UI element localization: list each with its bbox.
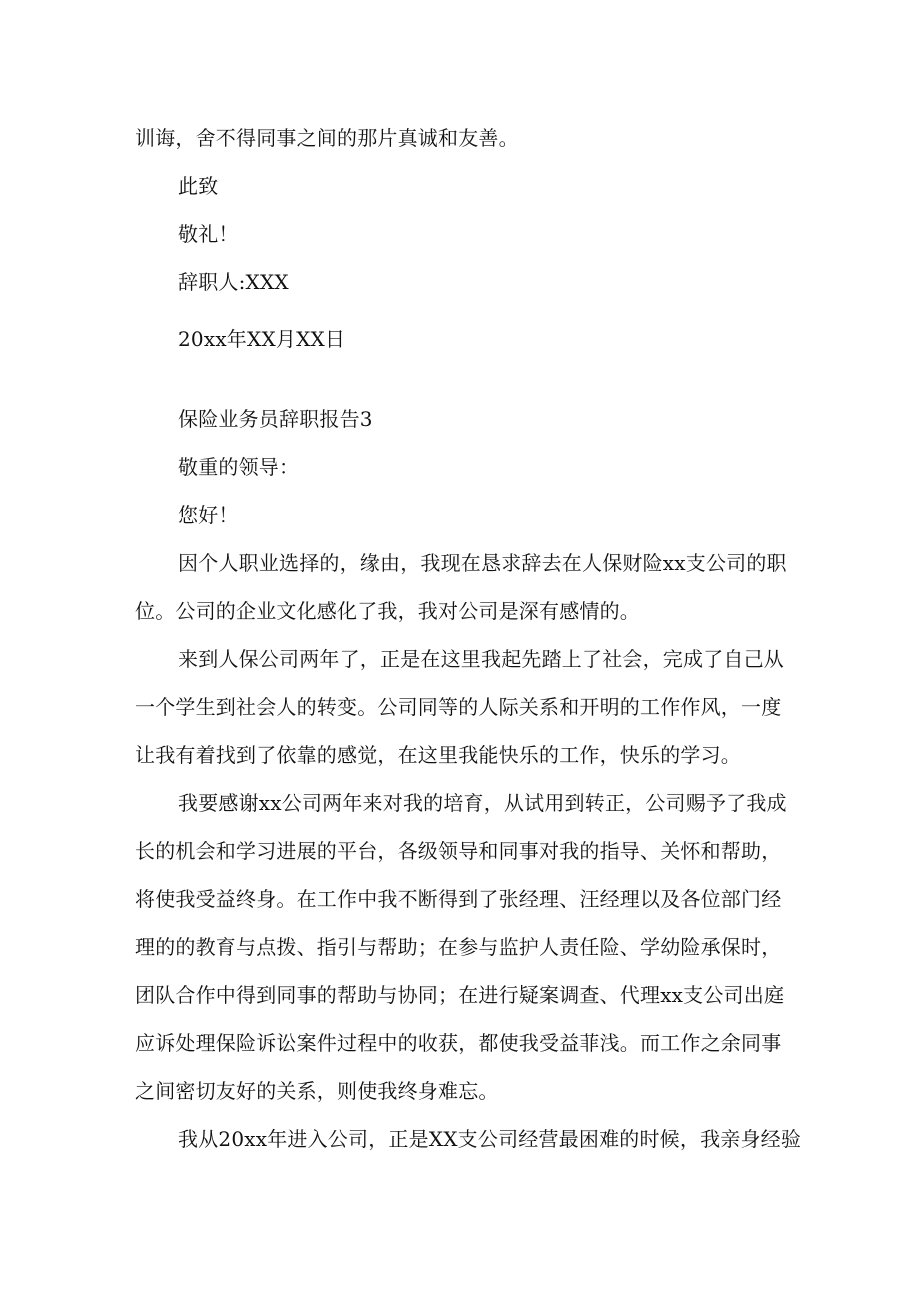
paragraph-line: 团队合作中得到同事的帮助与协同；在进行疑案调查、代理xx支公司出庭 — [135, 983, 785, 1007]
paragraph-line: 理的的教育与点拨、指引与帮助；在参与监护人责任险、学幼险承保时， — [135, 935, 782, 959]
text-line: 训诲，舍不得同事之间的那片真诚和友善。 — [135, 126, 519, 150]
paragraph-line: 因个人职业选择的，缘由，我现在恳求辞去在人保财险xx支公司的职 — [178, 551, 787, 575]
greeting-address: 敬重的领导： — [178, 455, 300, 479]
greeting-hello: 您好！ — [178, 503, 239, 527]
section-title: 保险业务员辞职报告3 — [178, 407, 373, 431]
signature-line: 辞职人:XXX — [178, 270, 289, 294]
paragraph-line: 一个学生到社会人的转变。公司同等的人际关系和开明的工作作风，一度 — [135, 695, 782, 719]
paragraph-line: 位。公司的企业文化感化了我，我对公司是深有感情的。 — [135, 599, 640, 623]
paragraph-line: 长的机会和学习进展的平台，各级领导和同事对我的指导、关怀和帮助， — [135, 839, 782, 863]
paragraph-line: 来到人保公司两年了，正是在这里我起先踏上了社会，完成了自己从 — [178, 647, 784, 671]
closing-salutation: 此致 — [178, 174, 219, 198]
paragraph-line: 我从20xx年进入公司，正是XX支公司经营最困难的时候，我亲身经验 — [178, 1127, 802, 1151]
paragraph-line: 将使我受益终身。在工作中我不断得到了张经理、汪经理以及各位部门经 — [135, 887, 782, 911]
paragraph-line: 应诉处理保险诉讼案件过程中的收获，都使我受益菲浅。而工作之余同事 — [135, 1031, 782, 1055]
paragraph-line: 之间密切友好的关系，则使我终身难忘。 — [135, 1079, 499, 1103]
closing-respect: 敬礼！ — [178, 222, 239, 246]
paragraph-line: 我要感谢xx公司两年来对我的培育，从试用到转正，公司赐予了我成 — [178, 791, 787, 815]
paragraph-line: 让我有着找到了依靠的感觉，在这里我能快乐的工作，快乐的学习。 — [135, 743, 741, 767]
date-line: 20xx年XX月XX日 — [178, 327, 346, 351]
